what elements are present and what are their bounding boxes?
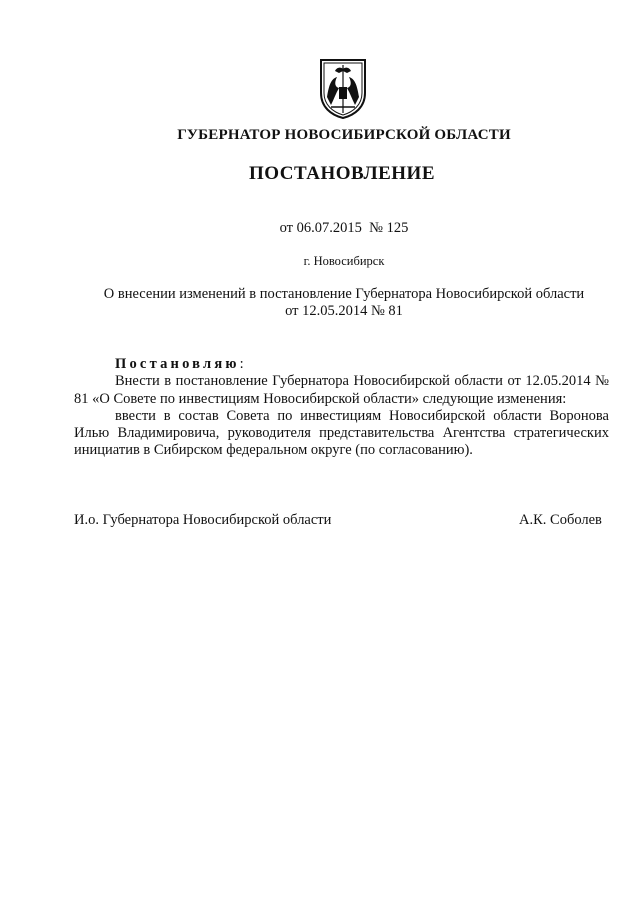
signatory-name: А.К. Соболев	[519, 512, 602, 528]
document-subject	[24, 286, 640, 320]
organization-title: ГУБЕРНАТОР НОВОСИБИРСКОЙ ОБЛАСТИ	[177, 127, 511, 143]
resolve-heading	[74, 356, 609, 373]
resolve-word: Постановляю	[115, 356, 240, 372]
body-paragraph-1: Внести в постановление Губернатора Новосибирской области от 12.05.2014 № 81 «О Совете по инвестициям Новосибирской области» следующие изменения:	[74, 373, 609, 407]
document-type: ПОСТАНОВЛЕНИЕ	[248, 163, 436, 184]
resolve-colon: :	[239, 356, 244, 372]
date-and-number: от 06.07.2015 № 125	[279, 220, 409, 236]
coat-of-arms-icon	[317, 57, 369, 119]
body-paragraph-2: ввести в состав Совета по инвестициям Новосибирской области Воронова Илью Владимировича, руководителя представительства Агентства стратегических инициатив в Сибирском федеральном округе (по согласованию).	[74, 407, 609, 459]
signatory-position: И.о. Губернатора Новосибирской области	[74, 512, 332, 528]
subject-line-2: от 12.05.2014 № 81	[285, 303, 403, 319]
city: г. Новосибирск	[303, 254, 385, 268]
document-body	[74, 356, 609, 460]
subject-line-1: О внесении изменений в постановление Губернатора Новосибирской области	[103, 286, 585, 302]
